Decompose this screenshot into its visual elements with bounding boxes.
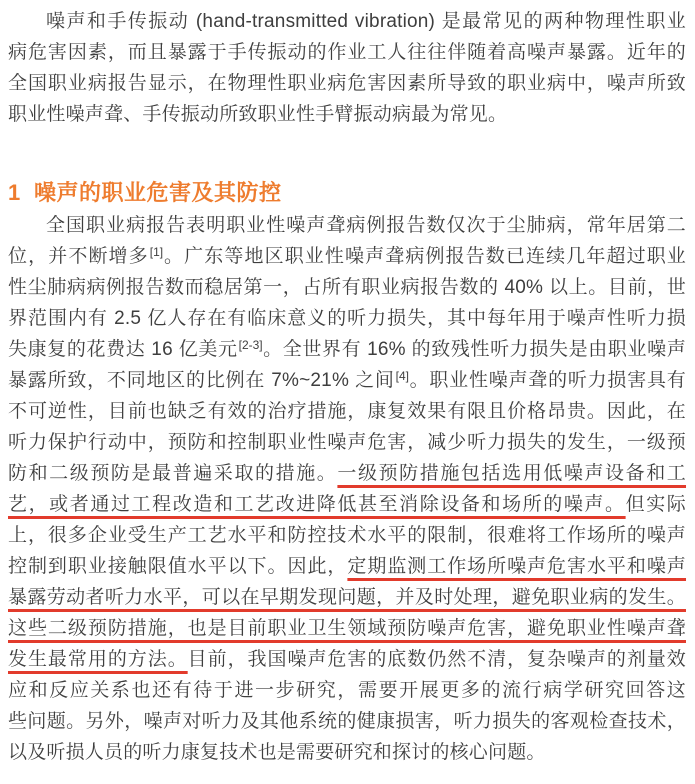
text-segment: 不可逆性，目前也缺乏有效的治疗措施，康复效果有限且价格昂贵。因此，在 bbox=[8, 401, 686, 422]
underlined-text: 发生最常用的方法。 bbox=[8, 649, 188, 670]
text-segment: 病危害因素，而且暴露于手传振动的作业工人往往伴随着高噪声暴露。近年的 bbox=[8, 42, 686, 63]
text-segment: 。全世界有 16% 的致残性听力损失是由职业噪声 bbox=[262, 339, 686, 360]
underlined-text: 定期监测工作场所噪声危害水平和噪声 bbox=[347, 556, 687, 577]
text-line bbox=[8, 210, 686, 241]
text-line bbox=[8, 520, 686, 551]
text-segment: 噪声和手传振动 (hand-transmitted vibration) 是最常见的两种物理性职业 bbox=[46, 11, 686, 32]
section-1-heading: 1 噪声的职业危害及其防控 bbox=[8, 180, 282, 205]
text-segment: 些问题。另外，噪声对听力及其他系统的健康损害，听力损失的客观检查技术， bbox=[8, 711, 686, 732]
text-segment: 。职业性噪声聋的听力损害具有 bbox=[409, 370, 686, 391]
text-segment: 应和反应关系也还有待于进一步研究，需要开展更多的流行病学研究回答这 bbox=[8, 680, 686, 701]
text-segment: 暴露所致，不同地区的比例在 7%~21% 之间 bbox=[8, 370, 395, 391]
text-segment: 听力保护行动中，预防和控制职业性噪声危害，减少听力损失的发生，一级预 bbox=[8, 432, 686, 453]
text-line bbox=[8, 644, 686, 675]
underlined-text: 一级预防措施包括选用低噪声设备和工 bbox=[337, 463, 687, 484]
text-segment: 界范围内有 2.5 亿人存在有临床意义的听力损失，其中每年用于噪声性听力损 bbox=[8, 308, 686, 329]
text-segment: 但实际 bbox=[625, 494, 686, 515]
text-segment: 职业性噪声聋、手传振动所致职业性手臂振动病最为常见。 bbox=[8, 104, 508, 125]
text-segment: 目前，我国噪声危害的底数仍然不清，复杂噪声的剂量效 bbox=[187, 649, 686, 670]
text-segment: 全国职业病报告表明职业性噪声聋病例报告数仅次于尘肺病，常年居第二 bbox=[46, 215, 686, 236]
text-segment: 性尘肺病病例报告数而稳居第一，占所有职业病报告数的 40% 以上。目前，世 bbox=[8, 277, 686, 298]
text-segment: 防和二级预防是最普遍采取的措施。 bbox=[8, 463, 338, 484]
reference-superscript: [1] bbox=[149, 245, 164, 259]
text-line bbox=[8, 737, 686, 768]
text-line bbox=[8, 427, 686, 458]
text-line bbox=[8, 613, 686, 644]
text-segment: 。广东等地区职业性噪声聋病例报告数已连续几年超过职业 bbox=[163, 246, 686, 267]
text-line bbox=[8, 582, 686, 613]
underlined-text: 暴露劳动者听力水平，可以在早期发现问题，并及时处理，避免职业病的发生。 bbox=[8, 587, 686, 608]
underlined-text: 艺，或者通过工程改造和工艺改进降低甚至消除设备和场所的噪声。 bbox=[8, 494, 626, 515]
intro-paragraph bbox=[8, 6, 686, 130]
text-line bbox=[8, 6, 686, 37]
text-line bbox=[8, 68, 686, 99]
text-line bbox=[8, 489, 686, 520]
underlined-text: 这些二级预防措施，也是目前职业卫生领域预防噪声危害，避免职业性噪声聋 bbox=[8, 618, 686, 639]
reference-superscript: [4] bbox=[395, 369, 410, 383]
document-content bbox=[8, 6, 686, 768]
text-line bbox=[8, 706, 686, 737]
text-line bbox=[8, 334, 686, 365]
text-line bbox=[8, 241, 686, 272]
text-line bbox=[8, 272, 686, 303]
text-segment: 位，并不断增多 bbox=[8, 246, 149, 267]
text-line bbox=[8, 303, 686, 334]
text-line bbox=[8, 458, 686, 489]
section-1-paragraph bbox=[8, 210, 686, 768]
text-segment: 以及听损人员的听力康复技术也是需要研究和探讨的核心问题。 bbox=[8, 742, 546, 763]
text-line bbox=[8, 99, 686, 130]
text-line bbox=[8, 396, 686, 427]
text-line bbox=[8, 675, 686, 706]
text-segment: 控制到职业接触限值水平以下。因此， bbox=[8, 556, 348, 577]
text-line bbox=[8, 551, 686, 582]
text-line bbox=[8, 365, 686, 396]
reference-superscript: [2-3] bbox=[238, 338, 263, 352]
text-segment: 上，很多企业受生产工艺水平和防控技术水平的限制，很难将工作场所的噪声 bbox=[8, 525, 686, 546]
text-segment: 全国职业病报告显示，在物理性职业病危害因素所导致的职业病中，噪声所致 bbox=[8, 73, 686, 94]
text-line bbox=[8, 37, 686, 68]
text-segment: 失康复的花费达 16 亿美元 bbox=[8, 339, 238, 360]
